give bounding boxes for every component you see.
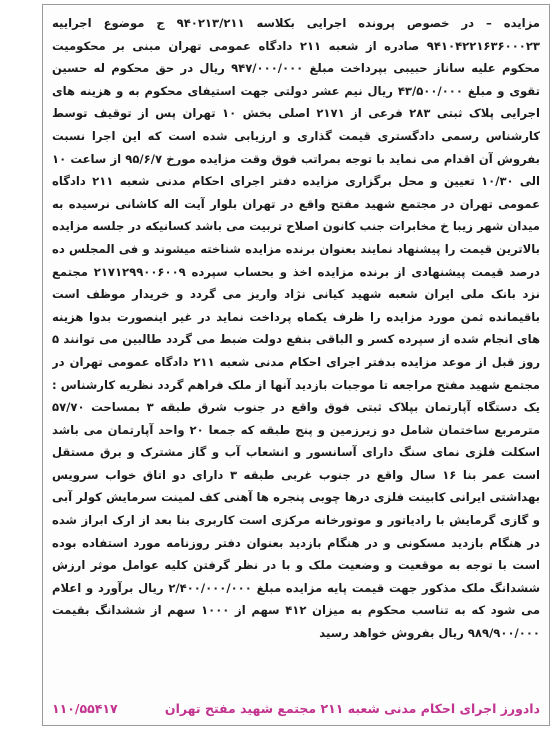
auction-notice-body: مزایده – در خصوص پرونده اجرایی بکلاسه ۹۴۰۲۱۳/۲۱۱ ج موضوع اجراییه ۹۴۱۰۴۲۲۱۶۳۶۰۰۰۲۳ صادره از شعبه ۲۱۱ دادگاه عمومی تهران مبنی بر محکومیت محکوم علیه ساناز حبیبی بپرداخت مبلغ ۹۴۷/۰۰۰/۰۰۰ ریال در حق محکوم له حسین تقوی و مبلغ ۴۳/۵۰۰/۰۰۰ ریال نیم عشر دولتی جهت استیفای محکوم به و هزینه های اجرایی پلاک ثبتی ۲۸۳ فرعی از ۲۱۷۱ اصلی بخش ۱۰ تهران پس از توقیف توسط کارشناس رسمی دادگستری قیمت گذاری و ارزیابی شده است که این اجرا نسبت بفروش آن اقدام می نماید با توجه بمراتب فوق وقت مزایده مورخ ۹۵/۶/۷ از ساعت ۱۰ الی ۱۰/۳۰ تعیین و محل برگزاری مزایده دفتر اجرای احکام مدنی شعبه ۲۱۱ دادگاه عمومی تهران در مجتمع شهید مفتح واقع در تهران بلوار آیت اله کاشانی نرسیده به میدان شهر زیبا خ مخابرات جنب کانون اصلاح تربیت می باشد کسانیکه در جلسه مزایده بالاترین قیمت را پیشنهاد نمایند بعنوان برنده مزایده شناخته میشوند و فی المجلس ده درصد قیمت پیشنهادی از برنده مزایده اخذ و بحساب سپرده ۲۱۷۱۲۹۹۰۰۶۰۰۹ مجتمع نزد بانک ملی ایران شعبه شهید کیانی نژاد واریز می گردد و خریدار موظف است باقیمانده ثمن مورد مزایده را ظرف یکماه پرداخت نماید در غیر اینصورت بدوا هزینه های انجام شده از سپرده کسر و الباقی بنفع دولت ضبط می گردد طالبین می توانند ۵ روز قبل از موعد مزایده بدفتر اجرای احکام مدنی شعبه ۲۱۱ دادگاه عمومی تهران در مجتمع شهید مفتح مراجعه تا موجبات بازدید آنها از ملک فراهم گردد نظریه کارشناس : یک دستگاه آپارتمان بپلاک ثبتی فوق واقع در جنوب شرق طبقه ۳ بمساحت ۵۷/۷۰ مترمربع ساختمان شامل دو زیرزمین و پنج طبقه که جمعا ۲۰ واحد آپارتمان می باشد اسکلت فلزی نمای سنگ دارای آسانسور و انشعاب آب و گاز مشترک و برق مستقل است عمر بنا ۱۶ سال واقع در جنوب غربی طبقه ۳ دارای دو اتاق خواب سرویس بهداشتی ایرانی کابینت فلزی درها چوبی پنجره ها آهنی کف لمینت سرمایش کولر آبی و گازی گرمایش با رادیاتور و موتورخانه مرکزی است کاربری بنا بعد از ارک ابراز شده در هنگام بازدید مسکونی و در هنگام بازدید بعنوان دفتر روزنامه مورد استفاده بوده است با توجه به موقعیت و وضعیت ملک و با در نظر گرفتن کلیه عوامل موثر ارزش ششدانگ ملک مذکور جهت قیمت پایه مزایده مبلغ ۲/۴۰۰/۰۰۰/۰۰۰ ریال برآورد و اعلام می شود که به تناسب محکوم به میزان ۴۱۲ سهم از ۱۰۰۰ سهم از ششدانگ بقیمت ۹۸۹/۹۰۰/۰۰۰ ریال بفروش خواهد رسید: [52, 16, 540, 641]
notice-footer: [52, 697, 540, 719]
notice-code: ۱۱۰/۵۵۴۱۷: [52, 700, 118, 716]
issuer-signature: دادورز اجرای احکام مدنی شعبه ۲۱۱ مجتمع شهید مفتح تهران: [164, 700, 540, 716]
